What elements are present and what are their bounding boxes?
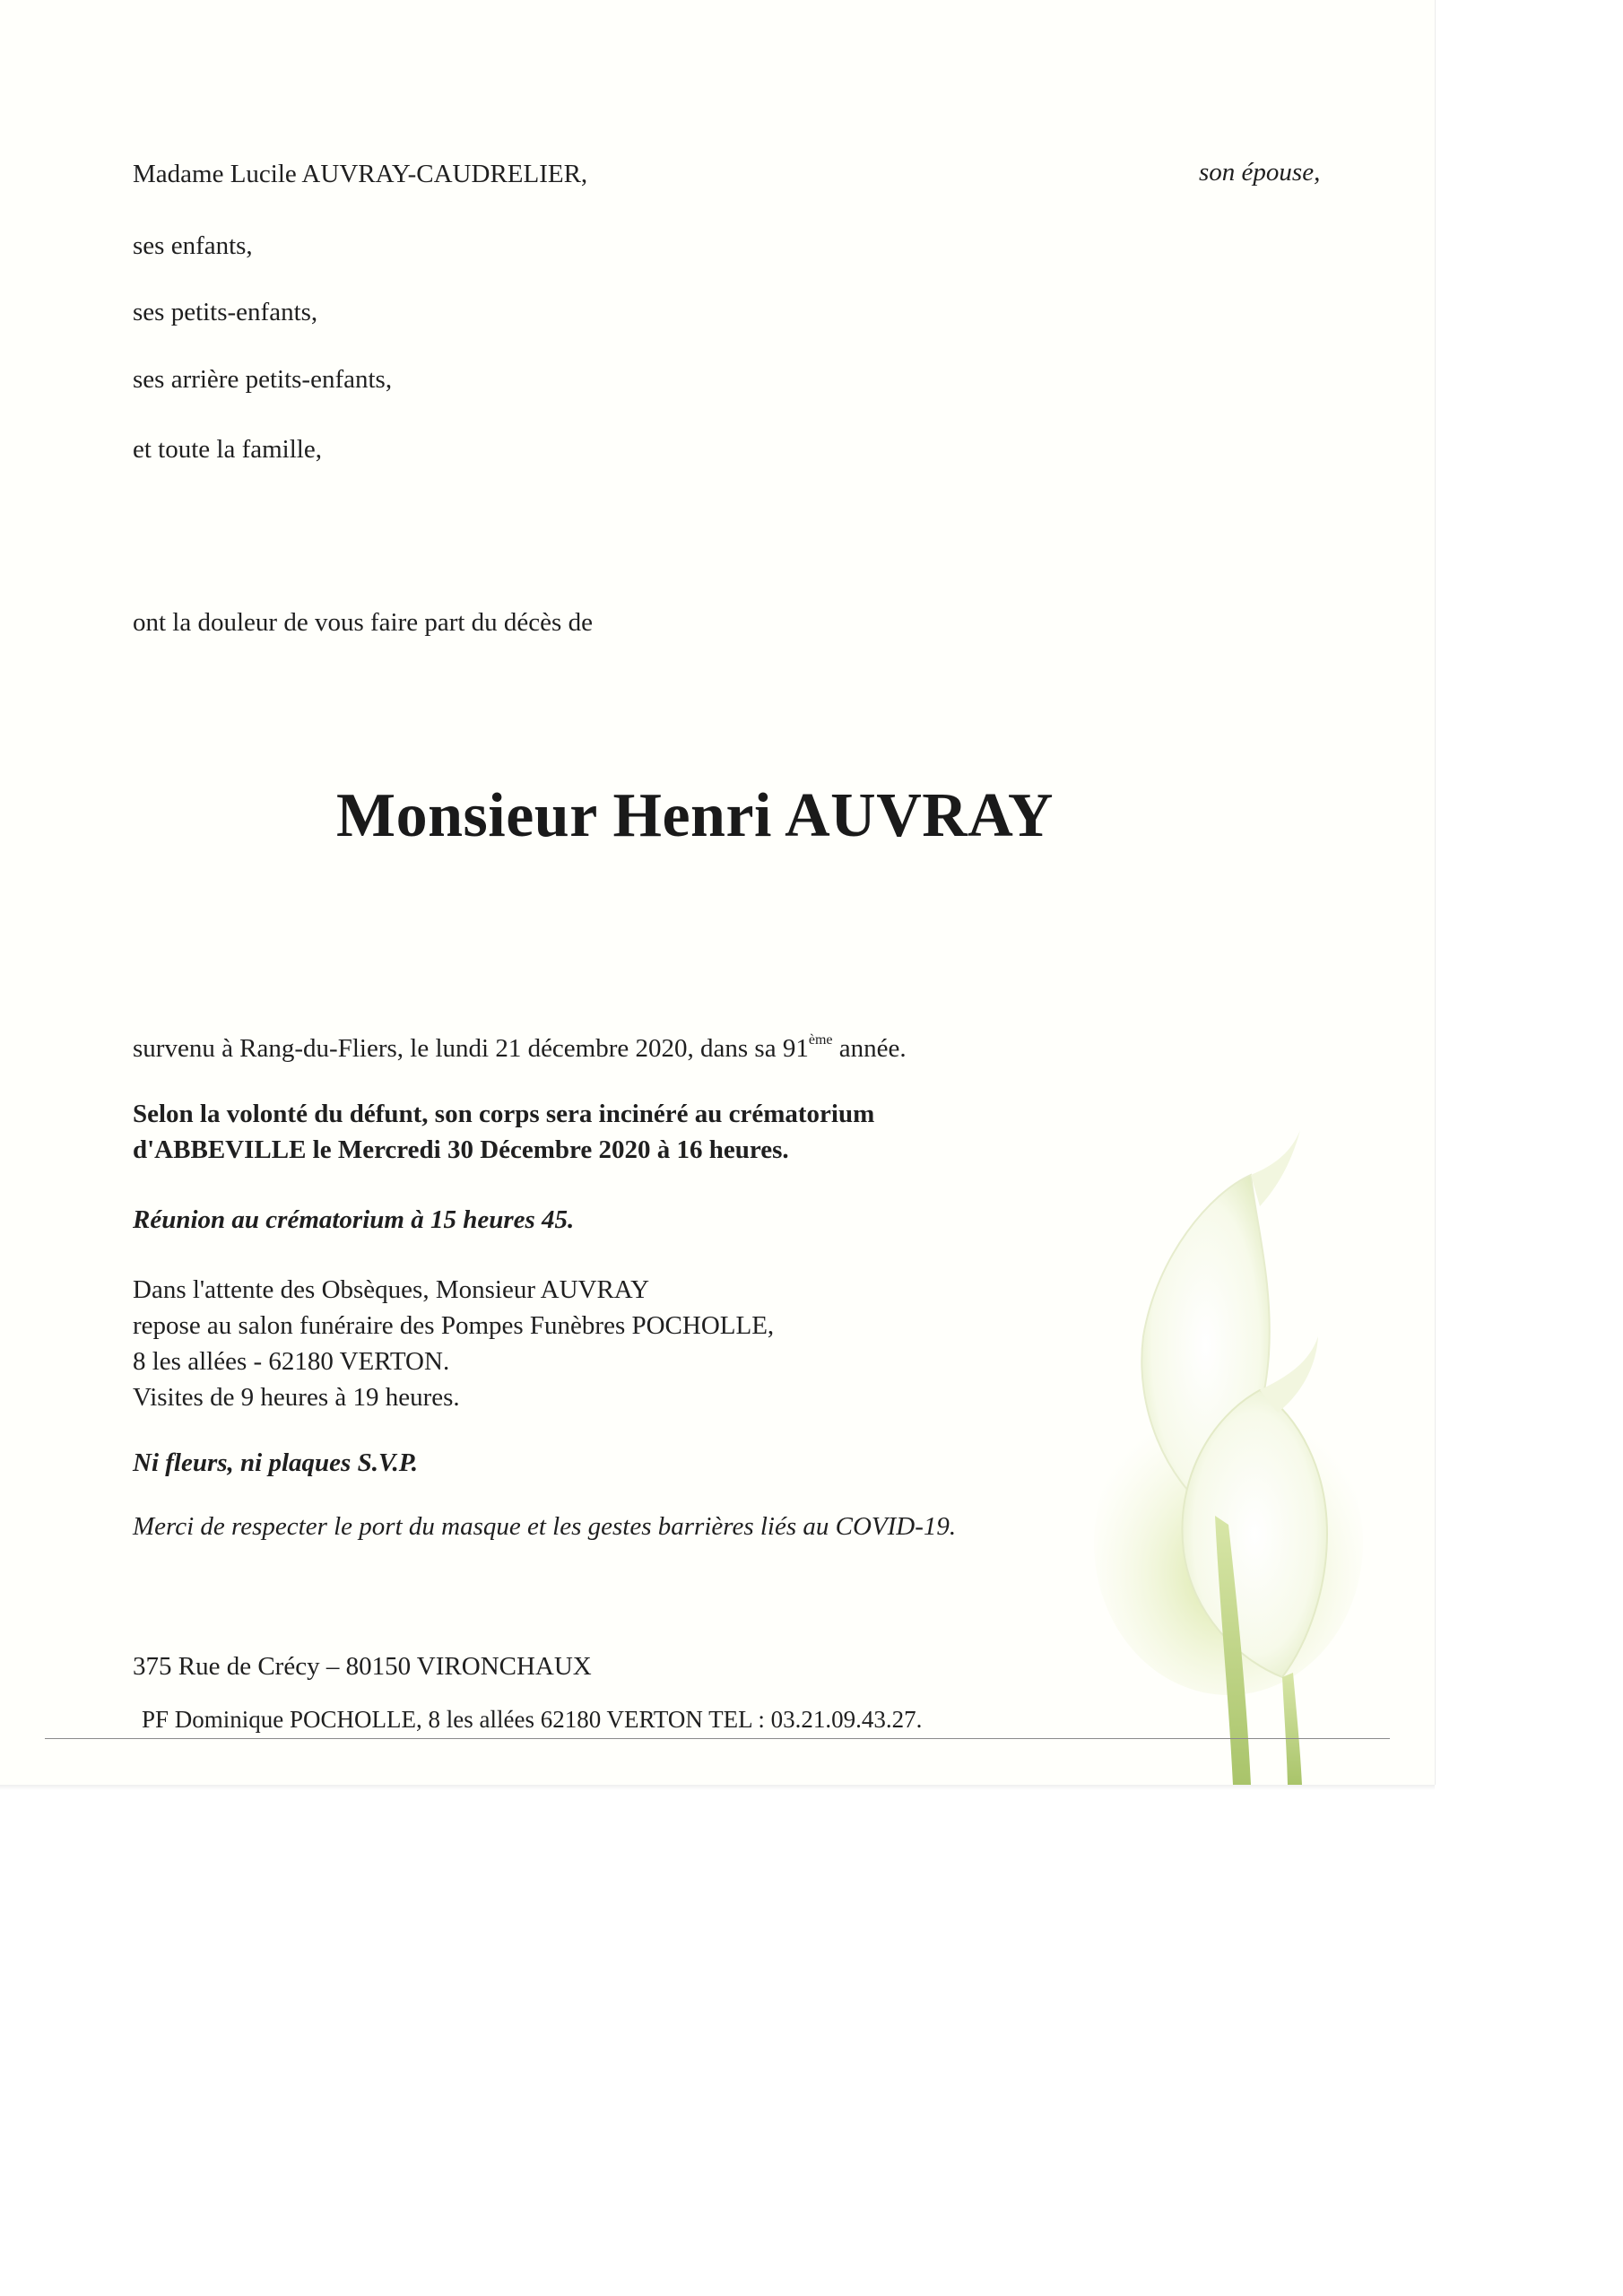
visit-line-4: Visites de 9 heures à 19 heures. [133,1383,460,1412]
spouse-role: son épouse, [1199,158,1321,187]
family-line-great-grandchildren: ses arrière petits-enfants, [133,365,393,394]
reunion-notice: Réunion au crématorium à 15 heures 45. [133,1205,575,1234]
death-details-end: année. [832,1034,907,1063]
cremation-notice [133,1096,874,1168]
visit-line-3: 8 les allées - 62180 VERTON. [133,1347,450,1376]
visit-line-2: repose au salon funéraire des Pompes Funèbres POCHOLLE, [133,1311,775,1340]
family-line-children: ses enfants, [133,231,253,260]
flowers-note: Ni fleurs, ni plaques S.V.P. [133,1448,419,1477]
cremation-line-1: Selon la volonté du défunt, son corps sera incinéré au crématorium [133,1100,875,1128]
footer-divider [45,1738,1390,1739]
sheet-edge [0,1785,1435,1790]
spouse-name: Madame Lucile AUVRAY-CAUDRELIER, [133,160,588,188]
visit-line-1: Dans l'attente des Obsèques, Monsieur AUVRAY [133,1275,650,1304]
family-address: 375 Rue de Crécy – 80150 VIRONCHAUX [133,1652,592,1681]
calla-lily-illustration [1058,1121,1381,1785]
announcement-text: ont la douleur de vous faire part du décès de [133,608,593,637]
deceased-name: Monsieur Henri AUVRAY [336,781,1054,850]
funeral-home-contact: PF Dominique POCHOLLE, 8 les allées 62180 VERTON TEL : 03.21.09.43.27. [142,1706,923,1733]
covid-note: Merci de respecter le port du masque et les gestes barrières liés au COVID-19. [133,1512,957,1541]
cremation-line-2: d'ABBEVILLE le Mercredi 30 Décembre 2020 à 16 heures. [133,1135,789,1164]
death-details-superscript: ème [808,1032,833,1048]
family-line-family: et toute la famille, [133,435,322,464]
family-line-grandchildren: ses petits-enfants, [133,298,318,326]
death-details-text: survenu à Rang-du-Fliers, le lundi 21 décembre 2020, dans sa 91 [133,1034,809,1063]
visit-info [133,1272,774,1415]
death-details [133,1032,907,1063]
